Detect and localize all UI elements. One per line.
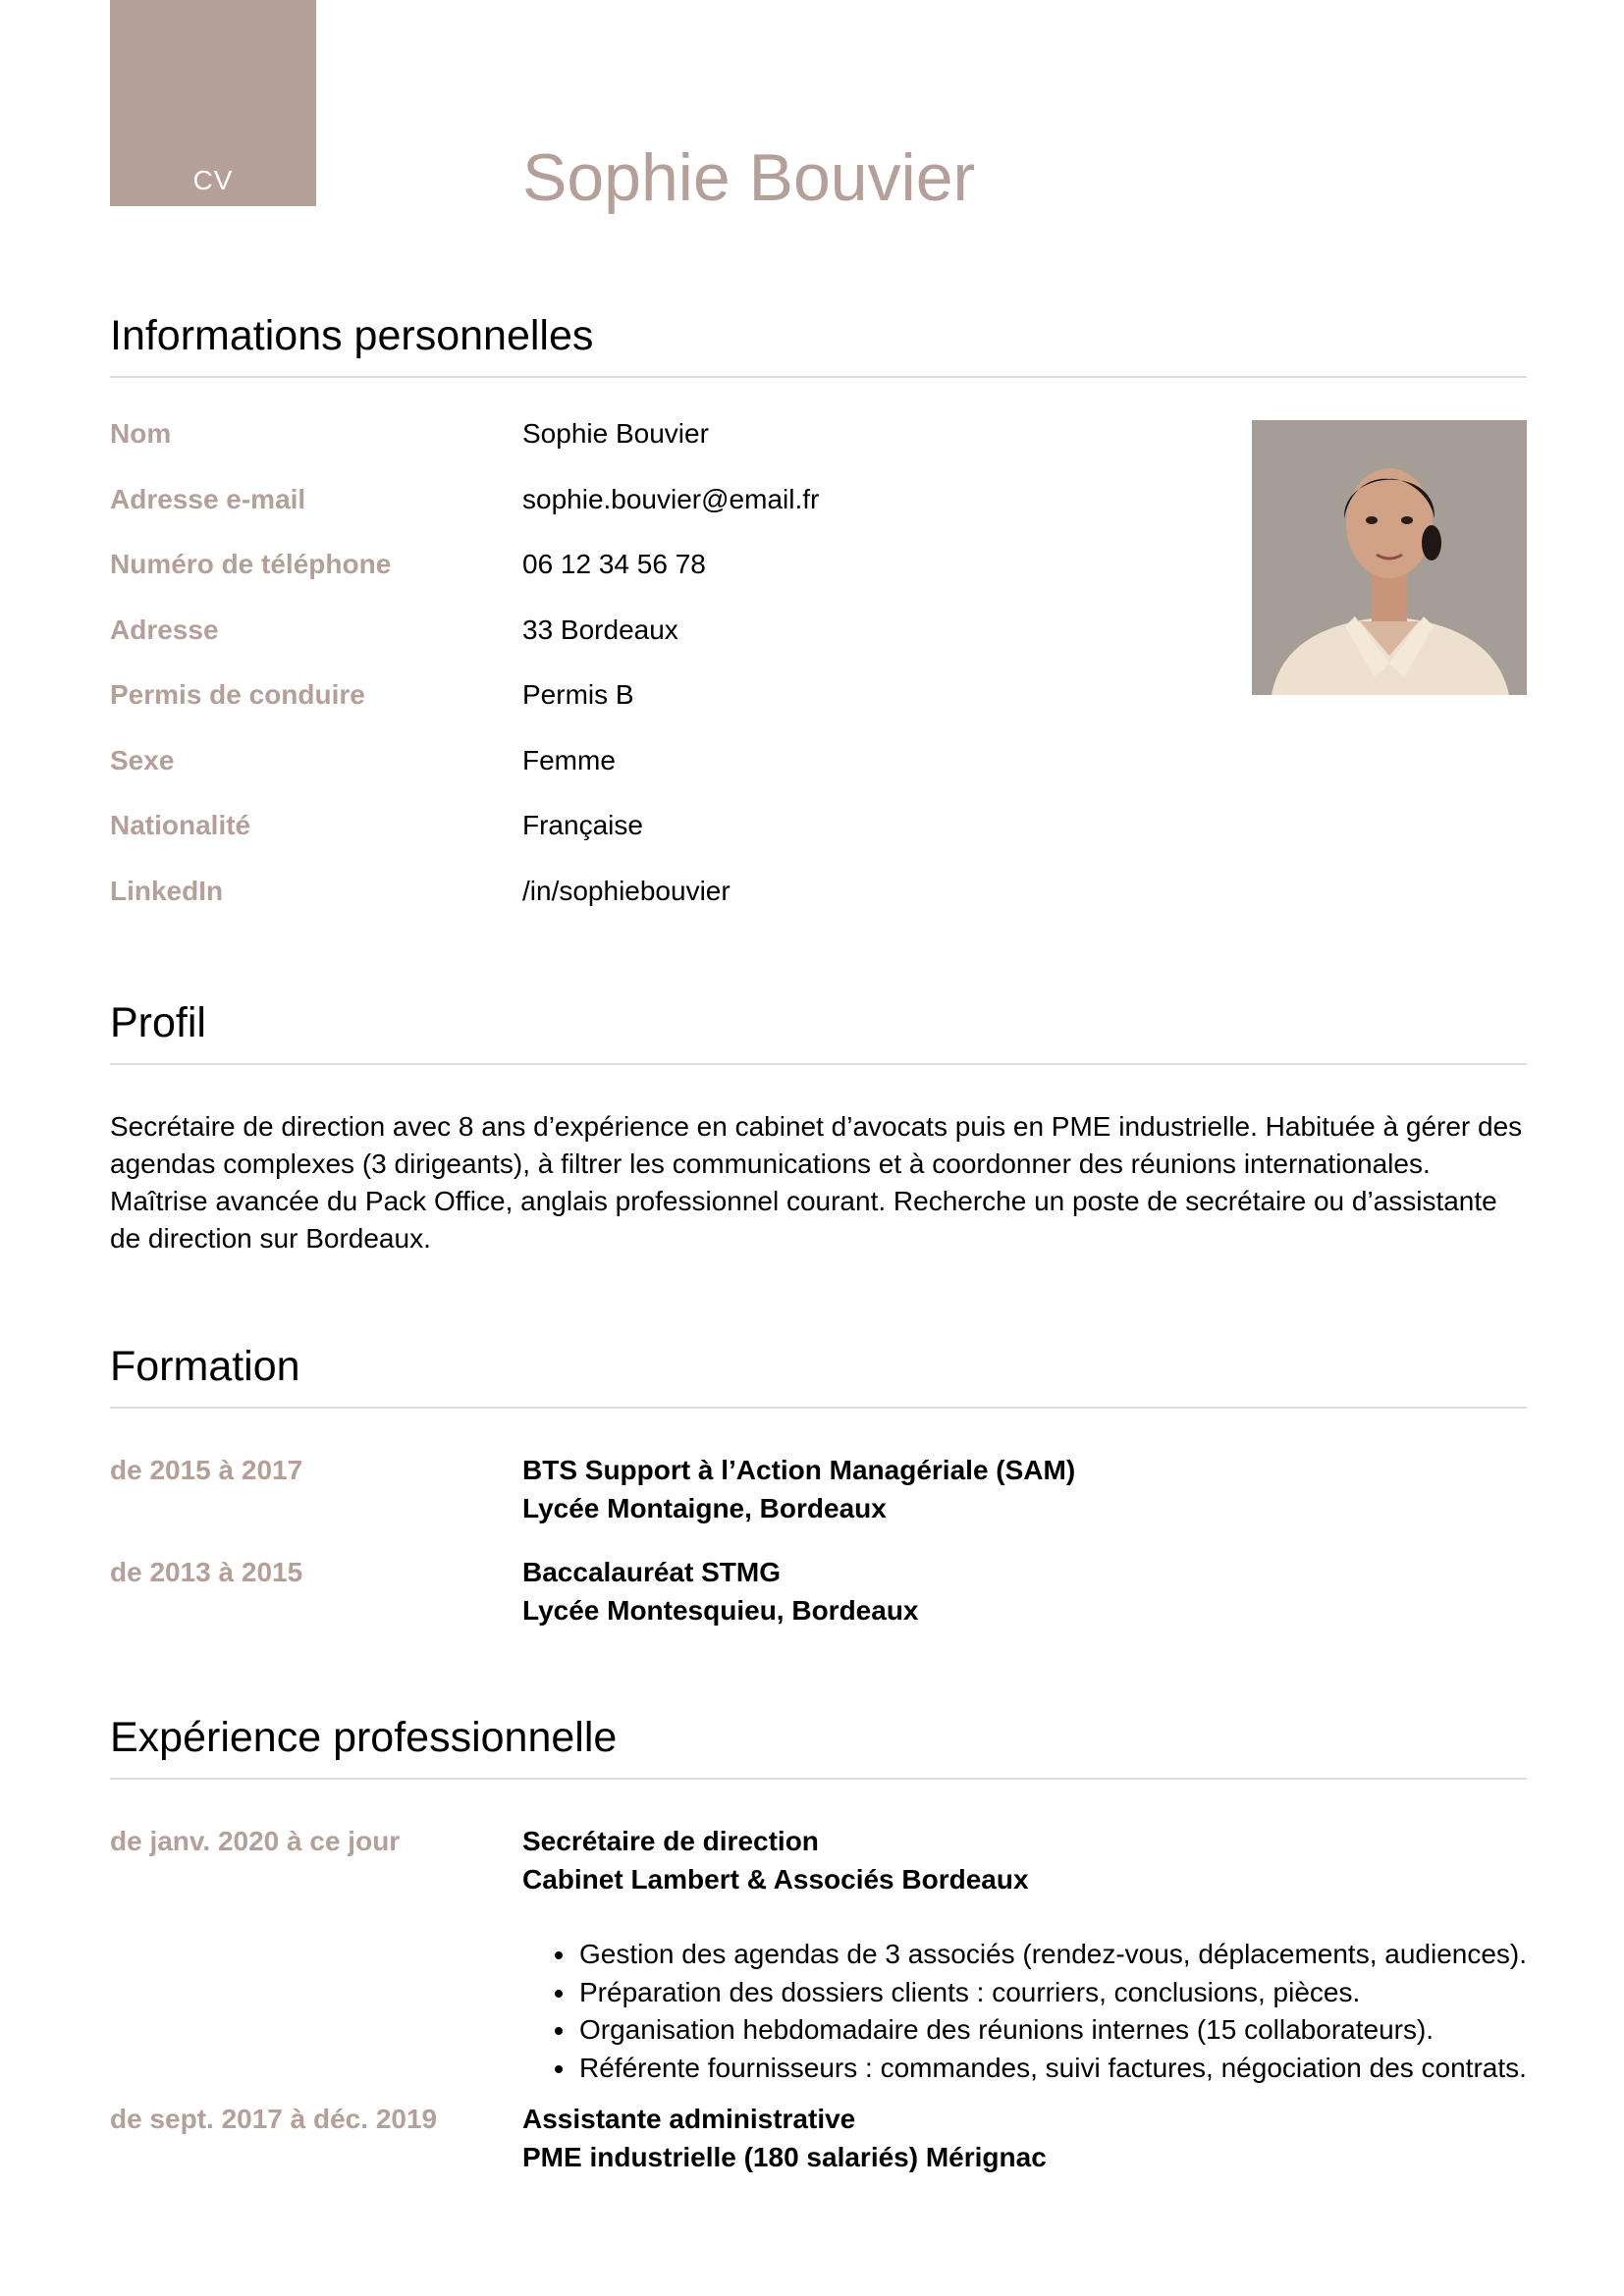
education-details: [522, 1554, 919, 1629]
info-label: Sexe: [110, 744, 175, 775]
experience-title: Secrétaire de direction: [522, 1826, 819, 1856]
experience-period: de janv. 2020 à ce jour: [110, 1826, 401, 1856]
task-item: • Gestion des agendas de 3 associés (rendez-vous, déplacements, audiences).: [577, 1936, 1527, 1974]
experience-section: [110, 1714, 1527, 2176]
education-section: [110, 1343, 1527, 1629]
experience-details: [522, 2101, 1047, 2176]
education-heading: Formation: [110, 1343, 1527, 1409]
experience-heading: Expérience professionnelle: [110, 1714, 1527, 1780]
education-entry: [110, 1452, 1527, 1527]
education-title: Baccalauréat STMG: [522, 1557, 781, 1587]
info-value: Française: [522, 810, 643, 840]
education-details: [522, 1452, 1075, 1527]
linkedin-value[interactable]: /in/sophiebouvier: [522, 875, 731, 906]
cv-badge-label: CV: [192, 165, 234, 195]
info-row-nationality: [110, 807, 1527, 844]
info-label: Adresse e-mail: [110, 483, 306, 514]
experience-period: de sept. 2017 à déc. 2019: [110, 2104, 438, 2134]
info-row-linkedin: [110, 873, 1527, 910]
experience-details: [522, 1823, 1527, 2101]
info-label: Numéro de téléphone: [110, 549, 392, 579]
profile-summary: Secrétaire de direction avec 8 ans d’expérience en cabinet d’avocats puis en PME industrielle. Habituée à gérer des agendas complexes (3 dirigeants), à filtrer les communications et à coordonner des réunions internationales. Maîtrise avancée du Pack Office, anglais professionnel courant. Recherche un poste de secrétaire ou d’assistante de direction sur Bordeaux.: [110, 1111, 1523, 1254]
info-label: Nationalité: [110, 810, 251, 840]
experience-title: Assistante administrative: [522, 2104, 856, 2134]
education-period: de 2013 à 2015: [110, 1557, 303, 1587]
info-value: Femme: [522, 744, 616, 775]
education-entry: [110, 1554, 1527, 1629]
task-item: • Préparation des dossiers clients : courriers, conclusions, pièces.: [577, 1974, 1527, 2012]
email-value[interactable]: sophie.bouvier@email.fr: [522, 483, 820, 514]
candidate-name: Sophie Bouvier: [522, 140, 976, 215]
experience-company: Cabinet Lambert & Associés Bordeaux: [522, 1863, 1029, 1895]
education-place: Lycée Montesquieu, Bordeaux: [522, 1594, 919, 1626]
profile-photo: [1252, 420, 1527, 695]
info-label: Adresse: [110, 614, 219, 645]
profile-section: [110, 999, 1527, 1257]
info-label: LinkedIn: [110, 875, 224, 906]
phone-value: 06 12 34 56 78: [522, 549, 706, 579]
experience-entry: [110, 1823, 1527, 2101]
task-item: • Organisation hebdomadaire des réunions internes (15 collaborateurs).: [577, 2011, 1527, 2050]
info-value: 33 Bordeaux: [522, 614, 678, 645]
personal-info-heading: Informations personnelles: [110, 312, 1527, 378]
education-place: Lycée Montaigne, Bordeaux: [522, 1492, 887, 1523]
experience-tasks: [522, 1936, 1527, 2087]
experience-list: [110, 1823, 1527, 2176]
experience-company: PME industrielle (180 salariés) Mérignac: [522, 2141, 1047, 2172]
info-label: Permis de conduire: [110, 679, 365, 710]
info-value: Permis B: [522, 679, 634, 710]
info-value: Sophie Bouvier: [522, 418, 709, 449]
education-list: [110, 1452, 1527, 1629]
task-item: • Référente fournisseurs : commandes, suivi factures, négociation des contrats.: [577, 2050, 1527, 2088]
personal-info-section: [110, 312, 1527, 937]
portrait-illustration: [1252, 420, 1527, 695]
info-row-sex: [110, 742, 1527, 779]
cv-badge: [110, 0, 316, 206]
education-title: BTS Support à l’Action Managériale (SAM): [522, 1455, 1076, 1485]
experience-entry: [110, 2101, 1527, 2176]
info-label: Nom: [110, 418, 172, 449]
education-period: de 2015 à 2017: [110, 1455, 303, 1485]
profile-heading: Profil: [110, 999, 1527, 1065]
